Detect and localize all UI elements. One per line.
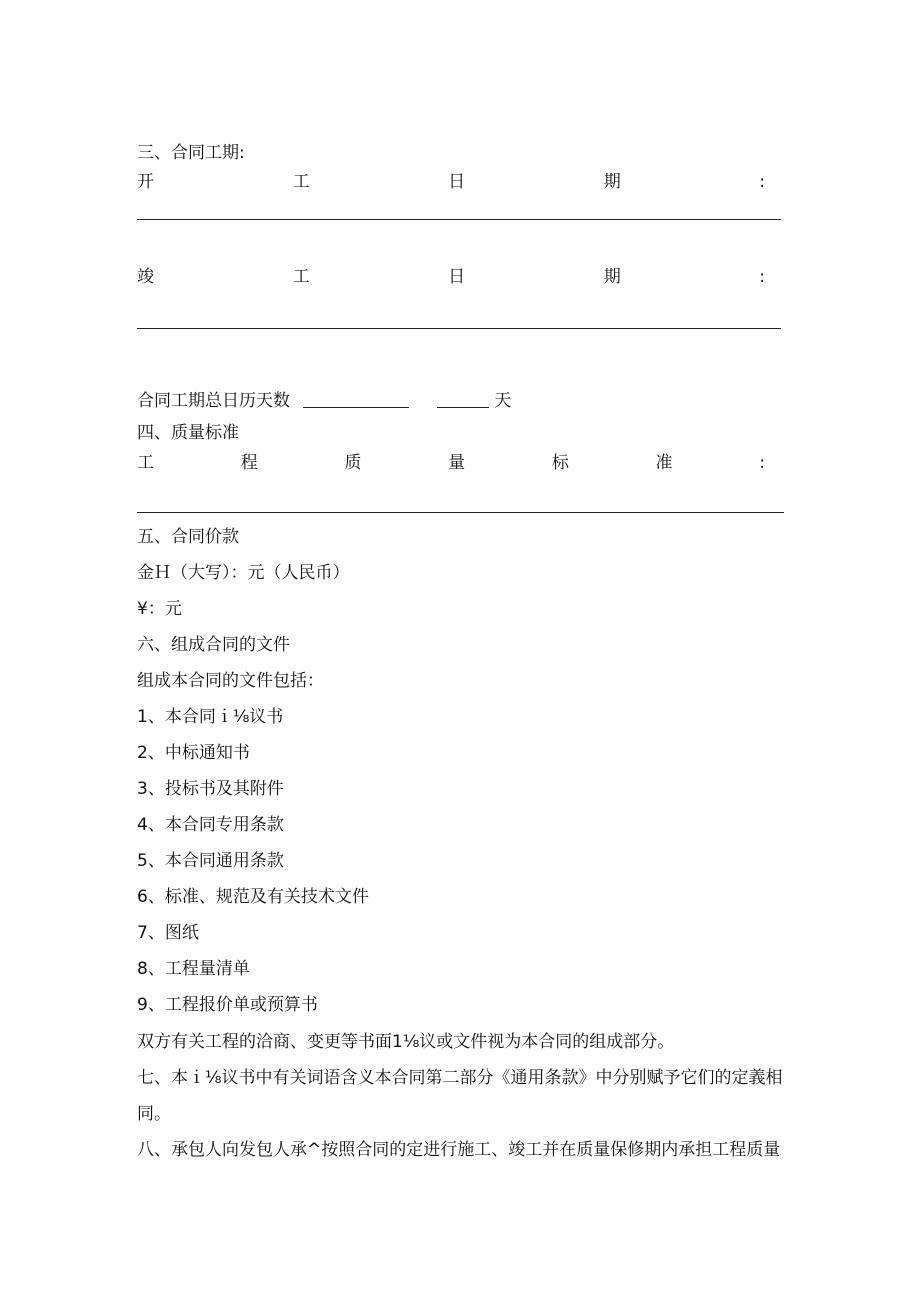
start-date-char: 日: [448, 172, 466, 192]
section5-heading: 五、合同价款: [137, 527, 239, 547]
quality-standard-char: 程: [240, 453, 258, 473]
document-list-item: 6、标准、规范及有关技术文件: [137, 887, 369, 907]
quality-standard-char: 准: [655, 453, 673, 473]
quality-standard-row: [137, 452, 765, 474]
document-list-item: 4、本合同专用条款: [137, 815, 284, 835]
end-date-char: :: [759, 267, 765, 287]
end-date-char: 竣: [137, 267, 154, 287]
document-list-item: 2、中标通知书: [137, 743, 250, 763]
end-date-char: 日: [448, 267, 466, 287]
section6-heading: 六、组成合同的文件: [137, 635, 290, 655]
start-date-char: :: [759, 172, 765, 192]
end-date-char: 期: [603, 267, 621, 287]
start-date-char: 工: [292, 172, 310, 192]
section6-closing: 双方有关工程的洽商、变更等书面1⅛议或文件视为本合同的组成部分。: [137, 1032, 675, 1052]
total-days-unit: 天: [494, 391, 512, 411]
document-list-item: 7、图纸: [137, 923, 199, 943]
end-date-row: [137, 266, 765, 288]
end-date-fill-line[interactable]: [137, 328, 781, 329]
quality-standard-char: :: [759, 453, 765, 473]
quality-standard-char: 量: [448, 453, 466, 473]
section4-heading: 四、质量标准: [137, 423, 239, 443]
amount-upper: 金Ｈ（大写）：元（人民币）: [137, 563, 350, 583]
section3-heading: 三、合同工期:: [137, 143, 245, 163]
document-list-item: 5、本合同通用条款: [137, 851, 284, 871]
section6-intro: 组成本合同的文件包括：: [137, 671, 324, 691]
total-days-label: 合同工期总日历天数: [137, 391, 290, 411]
total-days-blank-2[interactable]: [437, 389, 489, 408]
section7-line2: 同。: [137, 1104, 171, 1124]
quality-standard-char: 标: [551, 453, 569, 473]
document-list-item: 9、工程报价单或预算书: [137, 995, 318, 1015]
document-list-item: 3、投标书及其附件: [137, 779, 284, 799]
start-date-row: [137, 171, 765, 193]
quality-standard-char: 质: [344, 453, 362, 473]
start-date-char: 开: [137, 172, 154, 192]
section8-line1: 八、承包人向发包人承^按照合同的定进行施工、竣工并在质量保修期内承担工程质量: [137, 1140, 781, 1160]
quality-standard-char: 工: [137, 453, 154, 473]
amount-symbol: ¥：元: [137, 599, 182, 619]
total-days-blank[interactable]: [303, 389, 409, 408]
total-days-row: [137, 387, 511, 412]
end-date-char: 工: [292, 267, 310, 287]
start-date-fill-line[interactable]: [137, 219, 781, 220]
section7-line1: 七、本ｉ⅛议书中有关词语含义本合同第二部分《通用条款》中分别赋予它们的定義相: [137, 1068, 783, 1088]
quality-standard-fill-line[interactable]: [137, 512, 784, 513]
start-date-char: 期: [603, 172, 621, 192]
document-list-item: 1、本合同ｉ⅛议书: [137, 707, 284, 727]
document-list-item: 8、工程量清单: [137, 959, 250, 979]
